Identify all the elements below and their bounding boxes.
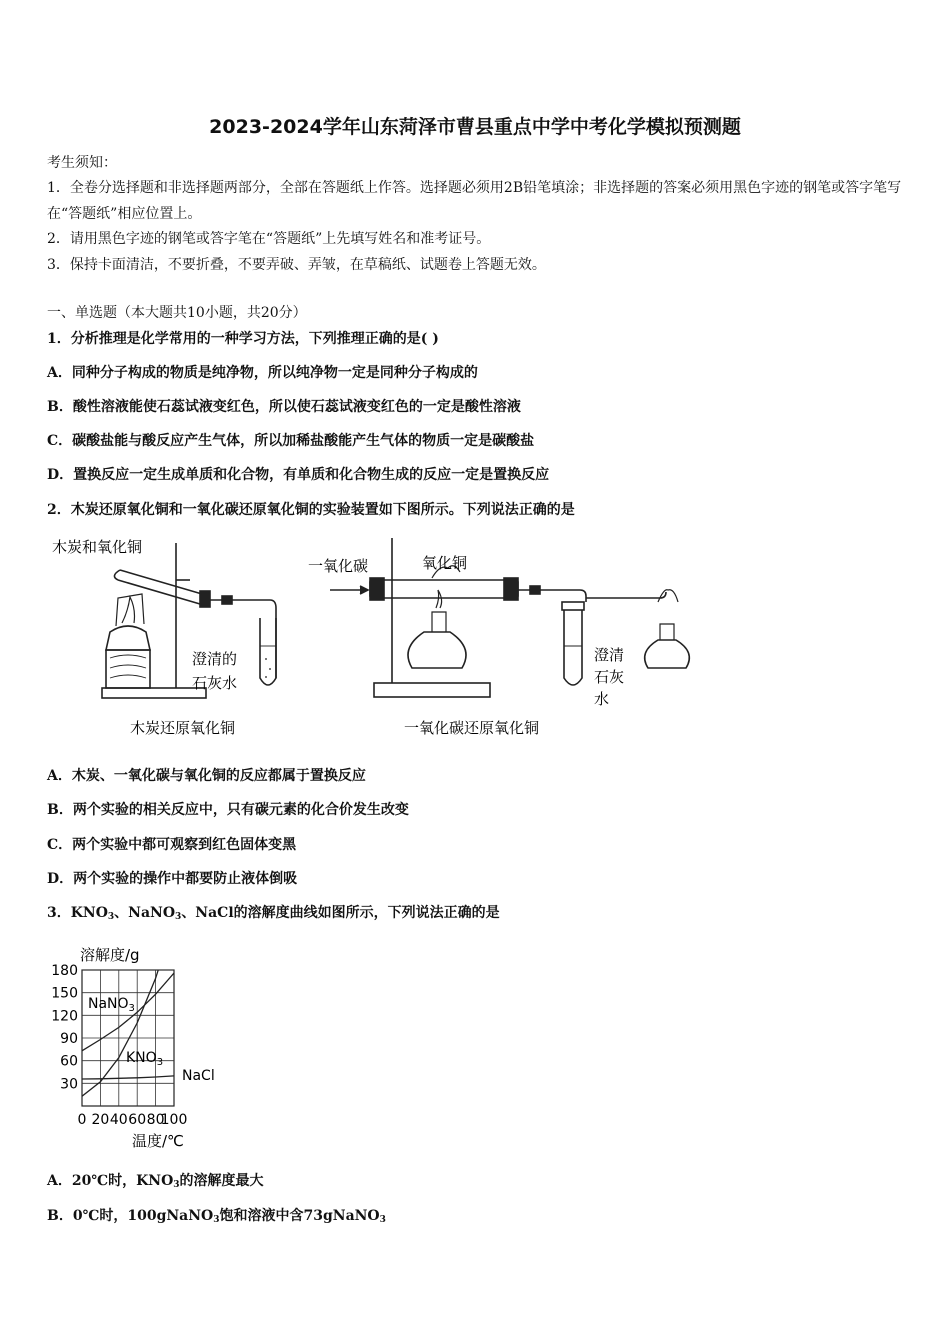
notice-heading: 考生须知： xyxy=(47,155,117,171)
right-stand-base xyxy=(374,683,490,697)
notice-item-3: 3．保持卡面清洁，不要折叠，不要弄破、弄皱，在草稿纸、试题卷上答题无效。 xyxy=(47,257,546,273)
series-line-nacl xyxy=(82,1076,174,1079)
wooden-block xyxy=(106,650,150,688)
right-limewater-tube xyxy=(564,610,582,685)
q2-option-c: C．两个实验中都可观察到红色固体变黑 xyxy=(47,837,297,853)
series-label-nacl: NaCl xyxy=(182,1068,215,1084)
right-caption: 一氧化碳还原氧化铜 xyxy=(404,719,540,737)
q1-stem: 1．分析推理是化学常用的一种学习方法，下列推理正确的是( ) xyxy=(47,331,439,347)
notice-item-2: 2．请用黑色字迹的钢笔或答字笔在“答题纸”上先填写姓名和准考证号。 xyxy=(47,231,491,247)
right-tube-label-2: 石灰 xyxy=(594,668,625,686)
chart-y-tick: 90 xyxy=(60,1031,78,1047)
chart-x-tick: 0 xyxy=(77,1112,87,1128)
q3-option-b: B．0℃时，100gNaNO$_3$饱和溶液中含73gNaNO$_3$ xyxy=(47,1208,386,1225)
apparatus-figure xyxy=(40,528,740,744)
chart-y-tick: 120 xyxy=(51,1008,78,1025)
chart-x-tick: 80 xyxy=(146,1112,165,1128)
q2-option-a: A．木炭、一氧化碳与氧化铜的反应都属于置换反应 xyxy=(47,768,366,784)
chart-y-tick: 150 xyxy=(51,985,78,1002)
solubility-chart xyxy=(40,936,240,1156)
chart-x-tick: 20 xyxy=(91,1112,110,1128)
q1-option-a: A．同种分子构成的物质是纯净物，所以纯净物一定是同种分子构成的 xyxy=(47,365,478,381)
q2-stem: 2．木炭还原氧化铜和一氧化碳还原氧化铜的实验装置如下图所示。下列说法正确的是 xyxy=(47,502,575,518)
right-tube-label-1: 澄清 xyxy=(594,646,625,664)
chart-x-tick: 40 xyxy=(109,1112,128,1128)
tail-gas-tube xyxy=(586,592,666,598)
series-label-kno: $KNO_3$ xyxy=(126,1050,164,1068)
section-heading: 一、单选题（本大题共10小题，共20分） xyxy=(47,305,307,321)
q3-stem: 3．$KNO_3$、NaNO$_3$、NaCl的溶解度曲线如图所示，下列说法正确的是 xyxy=(47,905,500,922)
q1-option-b: B．酸性溶液能使石蕊试液变红色，所以使石蕊试液变红色的一定是酸性溶液 xyxy=(47,399,521,415)
right-tube-label-3: 水 xyxy=(594,690,610,708)
chart-x-tick: 60 xyxy=(128,1112,147,1128)
right-alcohol-lamp xyxy=(408,632,466,668)
chart-y-tick: 180 xyxy=(51,963,78,979)
left-limewater-tube xyxy=(260,618,276,685)
q1-option-d: D．置换反应一定生成单质和化合物，有单质和化合物生成的反应一定是置换反应 xyxy=(47,467,550,483)
chart-ylabel: 溶解度/g xyxy=(80,946,140,964)
chart-xlabel: 温度/℃ xyxy=(132,1132,184,1150)
co-label: 一氧化碳 xyxy=(308,557,369,575)
left-caption: 木炭还原氧化铜 xyxy=(130,719,236,737)
left-tube-label-1: 澄清的 xyxy=(192,650,238,668)
tail-alcohol-lamp xyxy=(645,640,690,668)
chart-y-tick: 30 xyxy=(60,1076,78,1093)
left-alcohol-lamp xyxy=(106,626,150,650)
left-stand-base xyxy=(102,688,206,698)
outlet-tube xyxy=(518,590,586,602)
q1-option-c: C．碳酸盐能与酸反应产生气体，所以加稀盐酸能产生气体的物质一定是碳酸盐 xyxy=(47,433,535,449)
q2-option-d: D．两个实验的操作中都要防止液体倒吸 xyxy=(47,871,298,887)
series-label-nano: NaNO$_3$ xyxy=(88,996,135,1014)
left-tube-label-2: 石灰水 xyxy=(192,674,238,692)
notice-item-1: 1．全卷分选择题和非选择题两部分，全部在答题纸上作答。选择题必须用2B铅笔填涂；非选择题的答案必须用黑色字迹的钢笔或答字笔写在“答题纸”相应位置上。 xyxy=(47,180,902,222)
page-title: 2023-2024学年山东菏泽市曹县重点中学中考化学模拟预测题 xyxy=(209,116,741,138)
chart-x-tick: 100 xyxy=(160,1112,188,1128)
left-top-label: 木炭和氧化铜 xyxy=(52,538,143,556)
chart-y-tick: 60 xyxy=(60,1053,78,1070)
cuo-label: 氧化铜 xyxy=(422,554,468,572)
q2-option-b: B．两个实验的相关反应中，只有碳元素的化合价发生改变 xyxy=(47,802,409,818)
q3-option-a: A．20℃时，$KNO_3$的溶解度最大 xyxy=(47,1173,264,1190)
